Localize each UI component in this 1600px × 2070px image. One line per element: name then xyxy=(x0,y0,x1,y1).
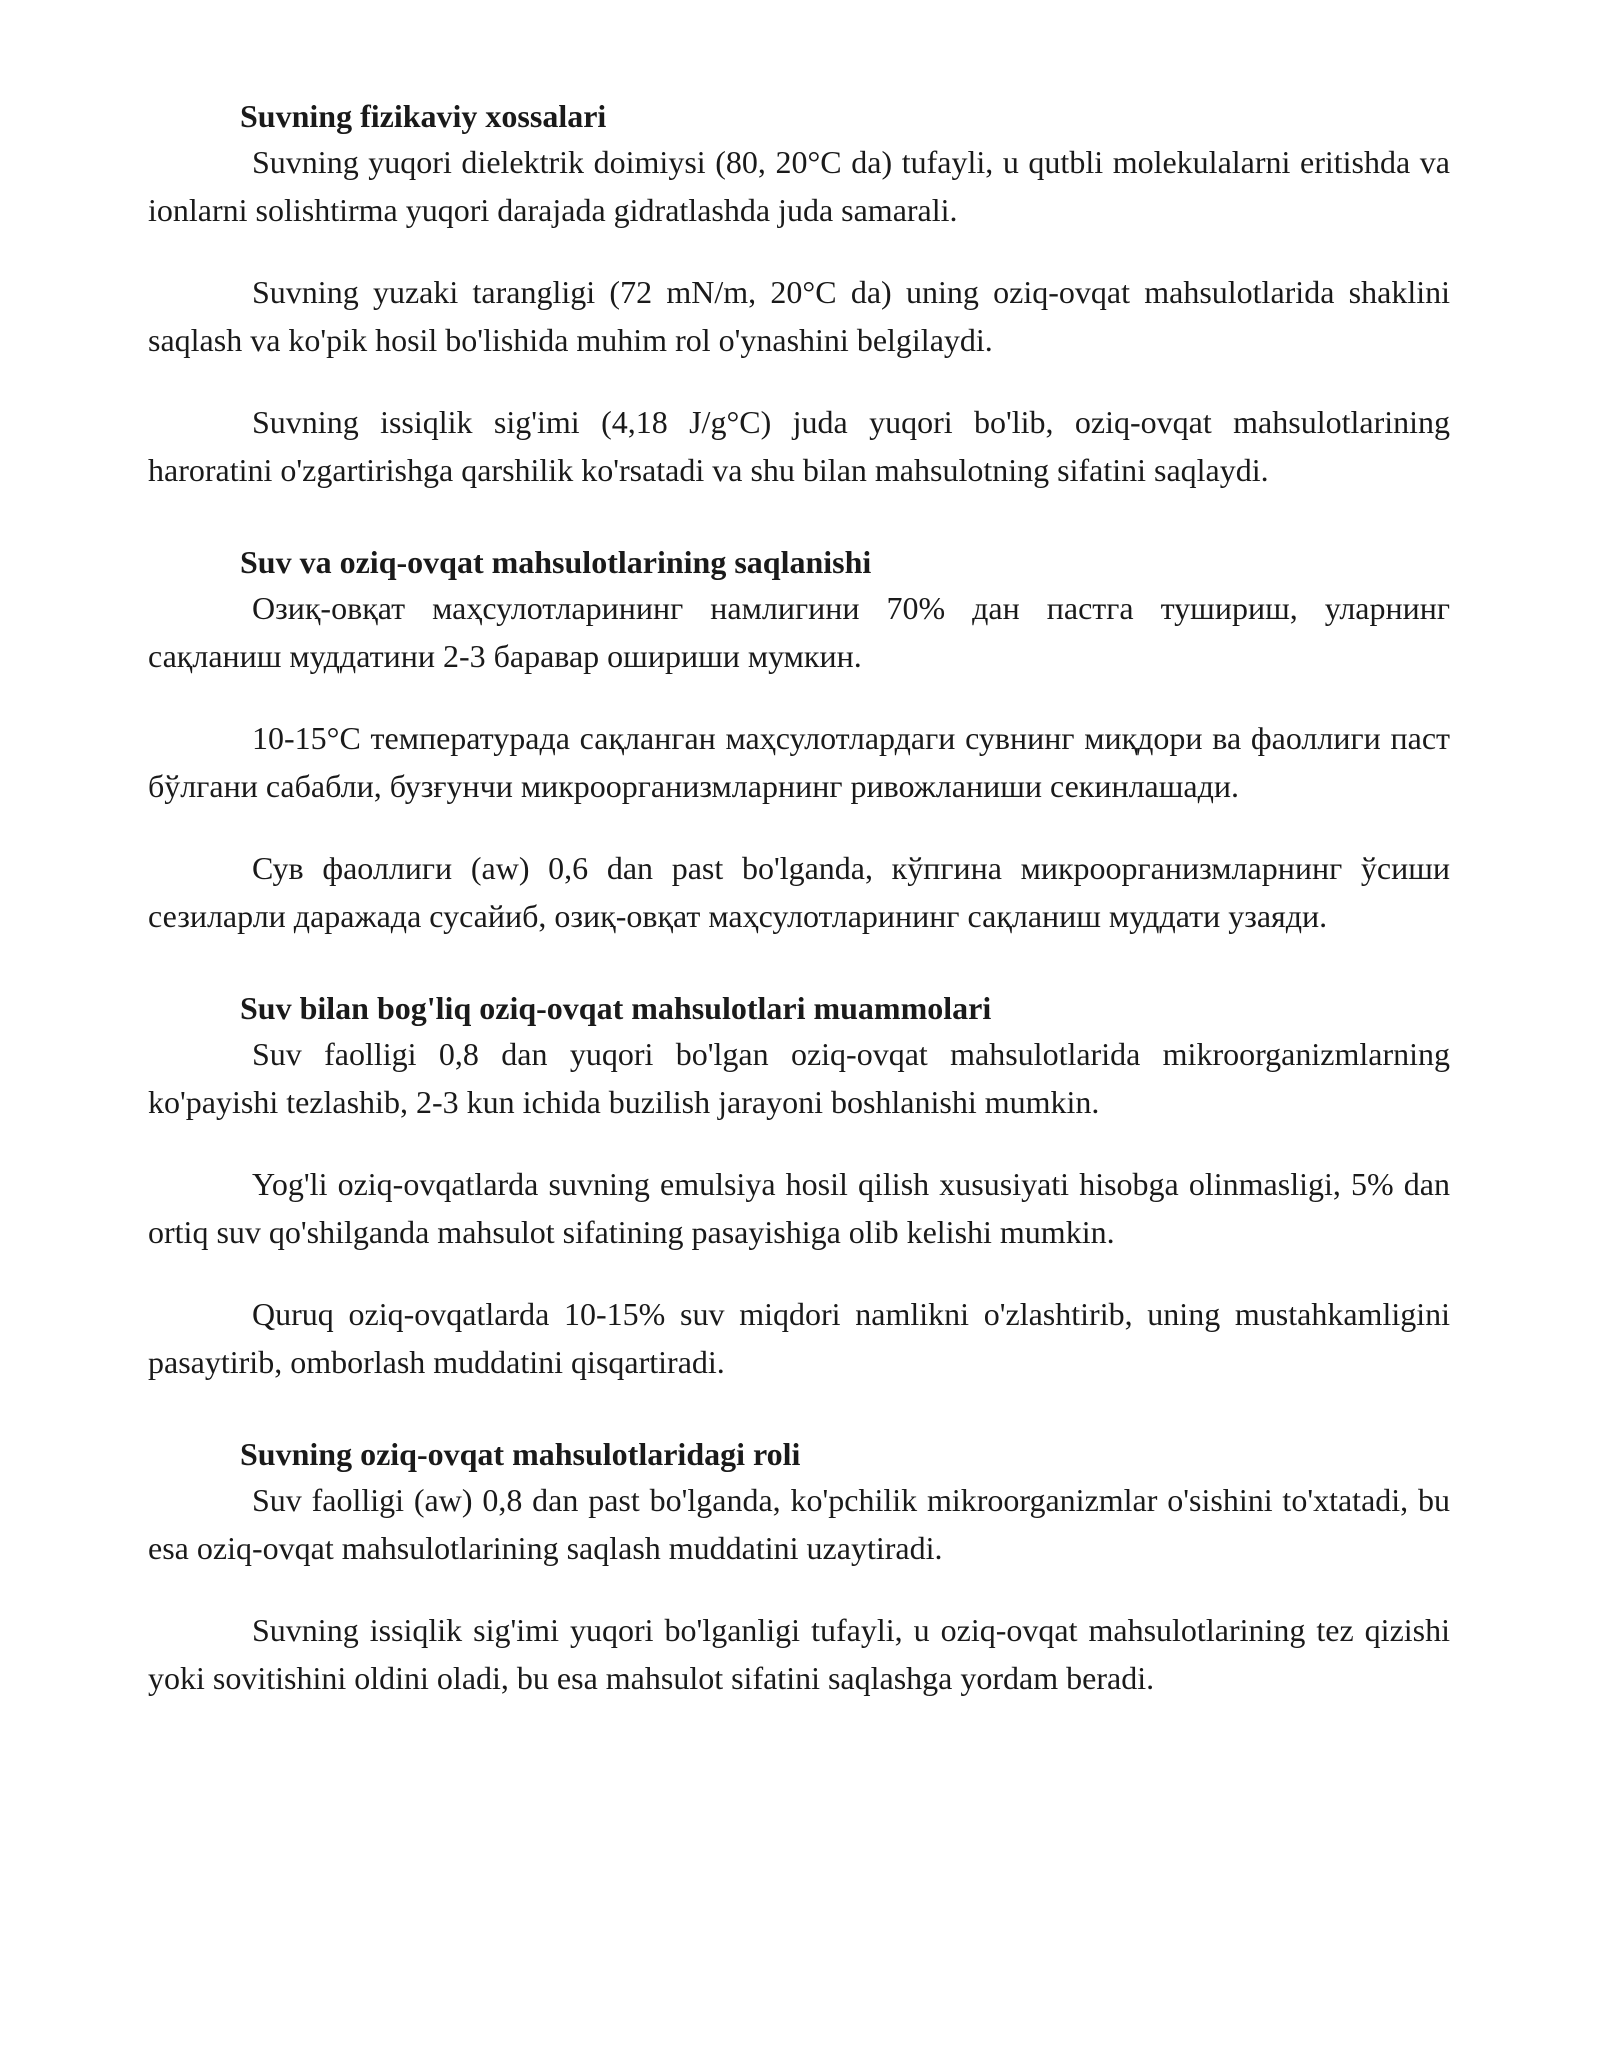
paragraph: Suv faolligi 0,8 dan yuqori bo'lgan oziq-ovqat mahsulotlarida mikroorganizmlarning ko'payishi tezlashib, 2-3 kun ichida buzilish jarayoni boshlanishi mumkin. xyxy=(148,1036,1450,1120)
paragraph: Suv faolligi (aw) 0,8 dan past bo'lganda, ko'pchilik mikroorganizmlar o'sishini to'xtatadi, bu esa oziq-ovqat mahsulotlarining saqlash muddatini uzaytiradi. xyxy=(148,1482,1450,1566)
section-storage xyxy=(148,540,1450,940)
paragraph: Yog'li oziq-ovqatlarda suvning emulsiya hosil qilish xususiyati hisobga olinmasligi, 5% dan ortiq suv qo'shilganda mahsulot sifatining pasayishiga olib kelishi mumkin. xyxy=(148,1166,1450,1250)
section-heading: Suv va oziq-ovqat mahsulotlarining saqlanishi xyxy=(240,544,872,580)
section-role xyxy=(148,1432,1450,1702)
paragraph: Suvning yuqori dielektrik doimiysi (80, 20°C da) tufayli, u qutbli molekulalarni eritishda va ionlarni solishtirma yuqori darajada gidratlashda juda samarali. xyxy=(148,144,1450,228)
paragraph: Suvning issiqlik sig'imi (4,18 J/g°C) juda yuqori bo'lib, oziq-ovqat mahsulotlarining haroratini o'zgartirishga qarshilik ko'rsatadi va shu bilan mahsulotning sifatini saqlaydi. xyxy=(148,404,1450,488)
paragraph: Quruq oziq-ovqatlarda 10-15% suv miqdori namlikni o'zlashtirib, uning mustahkamligini pasaytirib, omborlash muddatini qisqartiradi. xyxy=(148,1296,1450,1380)
paragraph: Suvning yuzaki tarangligi (72 mN/m, 20°C da) uning oziq-ovqat mahsulotlarida shaklini saqlash va ko'pik hosil bo'lishida muhim rol o'ynashini belgilaydi. xyxy=(148,274,1450,358)
paragraph: Suvning issiqlik sig'imi yuqori bo'lganligi tufayli, u oziq-ovqat mahsulotlarining tez qizishi yoki sovitishini oldini oladi, bu esa mahsulot sifatini saqlashga yordam beradi. xyxy=(148,1612,1450,1696)
section-heading: Suv bilan bog'liq oziq-ovqat mahsulotlari muammolari xyxy=(240,990,992,1026)
document-page xyxy=(148,94,1450,1702)
section-heading: Suvning oziq-ovqat mahsulotlaridagi roli xyxy=(240,1436,801,1472)
section-heading: Suvning fizikaviy xossalari xyxy=(240,98,607,134)
paragraph: 10-15°C температурада сақланган маҳсулотлардаги сувнинг миқдори ва фаоллиги паст бўлгани сабабли, бузғунчи микроорганизмларнинг ривожланиши секинлашади. xyxy=(148,720,1450,804)
paragraph: Сув фаоллиги (aw) 0,6 dan past bo'lganda, кўпгина микроорганизмларнинг ўсиши сезиларли даражада сусайиб, озиқ-овқат маҳсулотларининг сақланиш муддати узаяди. xyxy=(148,850,1450,934)
section-problems xyxy=(148,986,1450,1386)
section-physical-properties xyxy=(148,94,1450,494)
paragraph: Озиқ-овқат маҳсулотларининг намлигини 70% дан пастга тушириш, уларнинг сақланиш муддатини 2-3 баравар ошириши мумкин. xyxy=(148,590,1450,674)
